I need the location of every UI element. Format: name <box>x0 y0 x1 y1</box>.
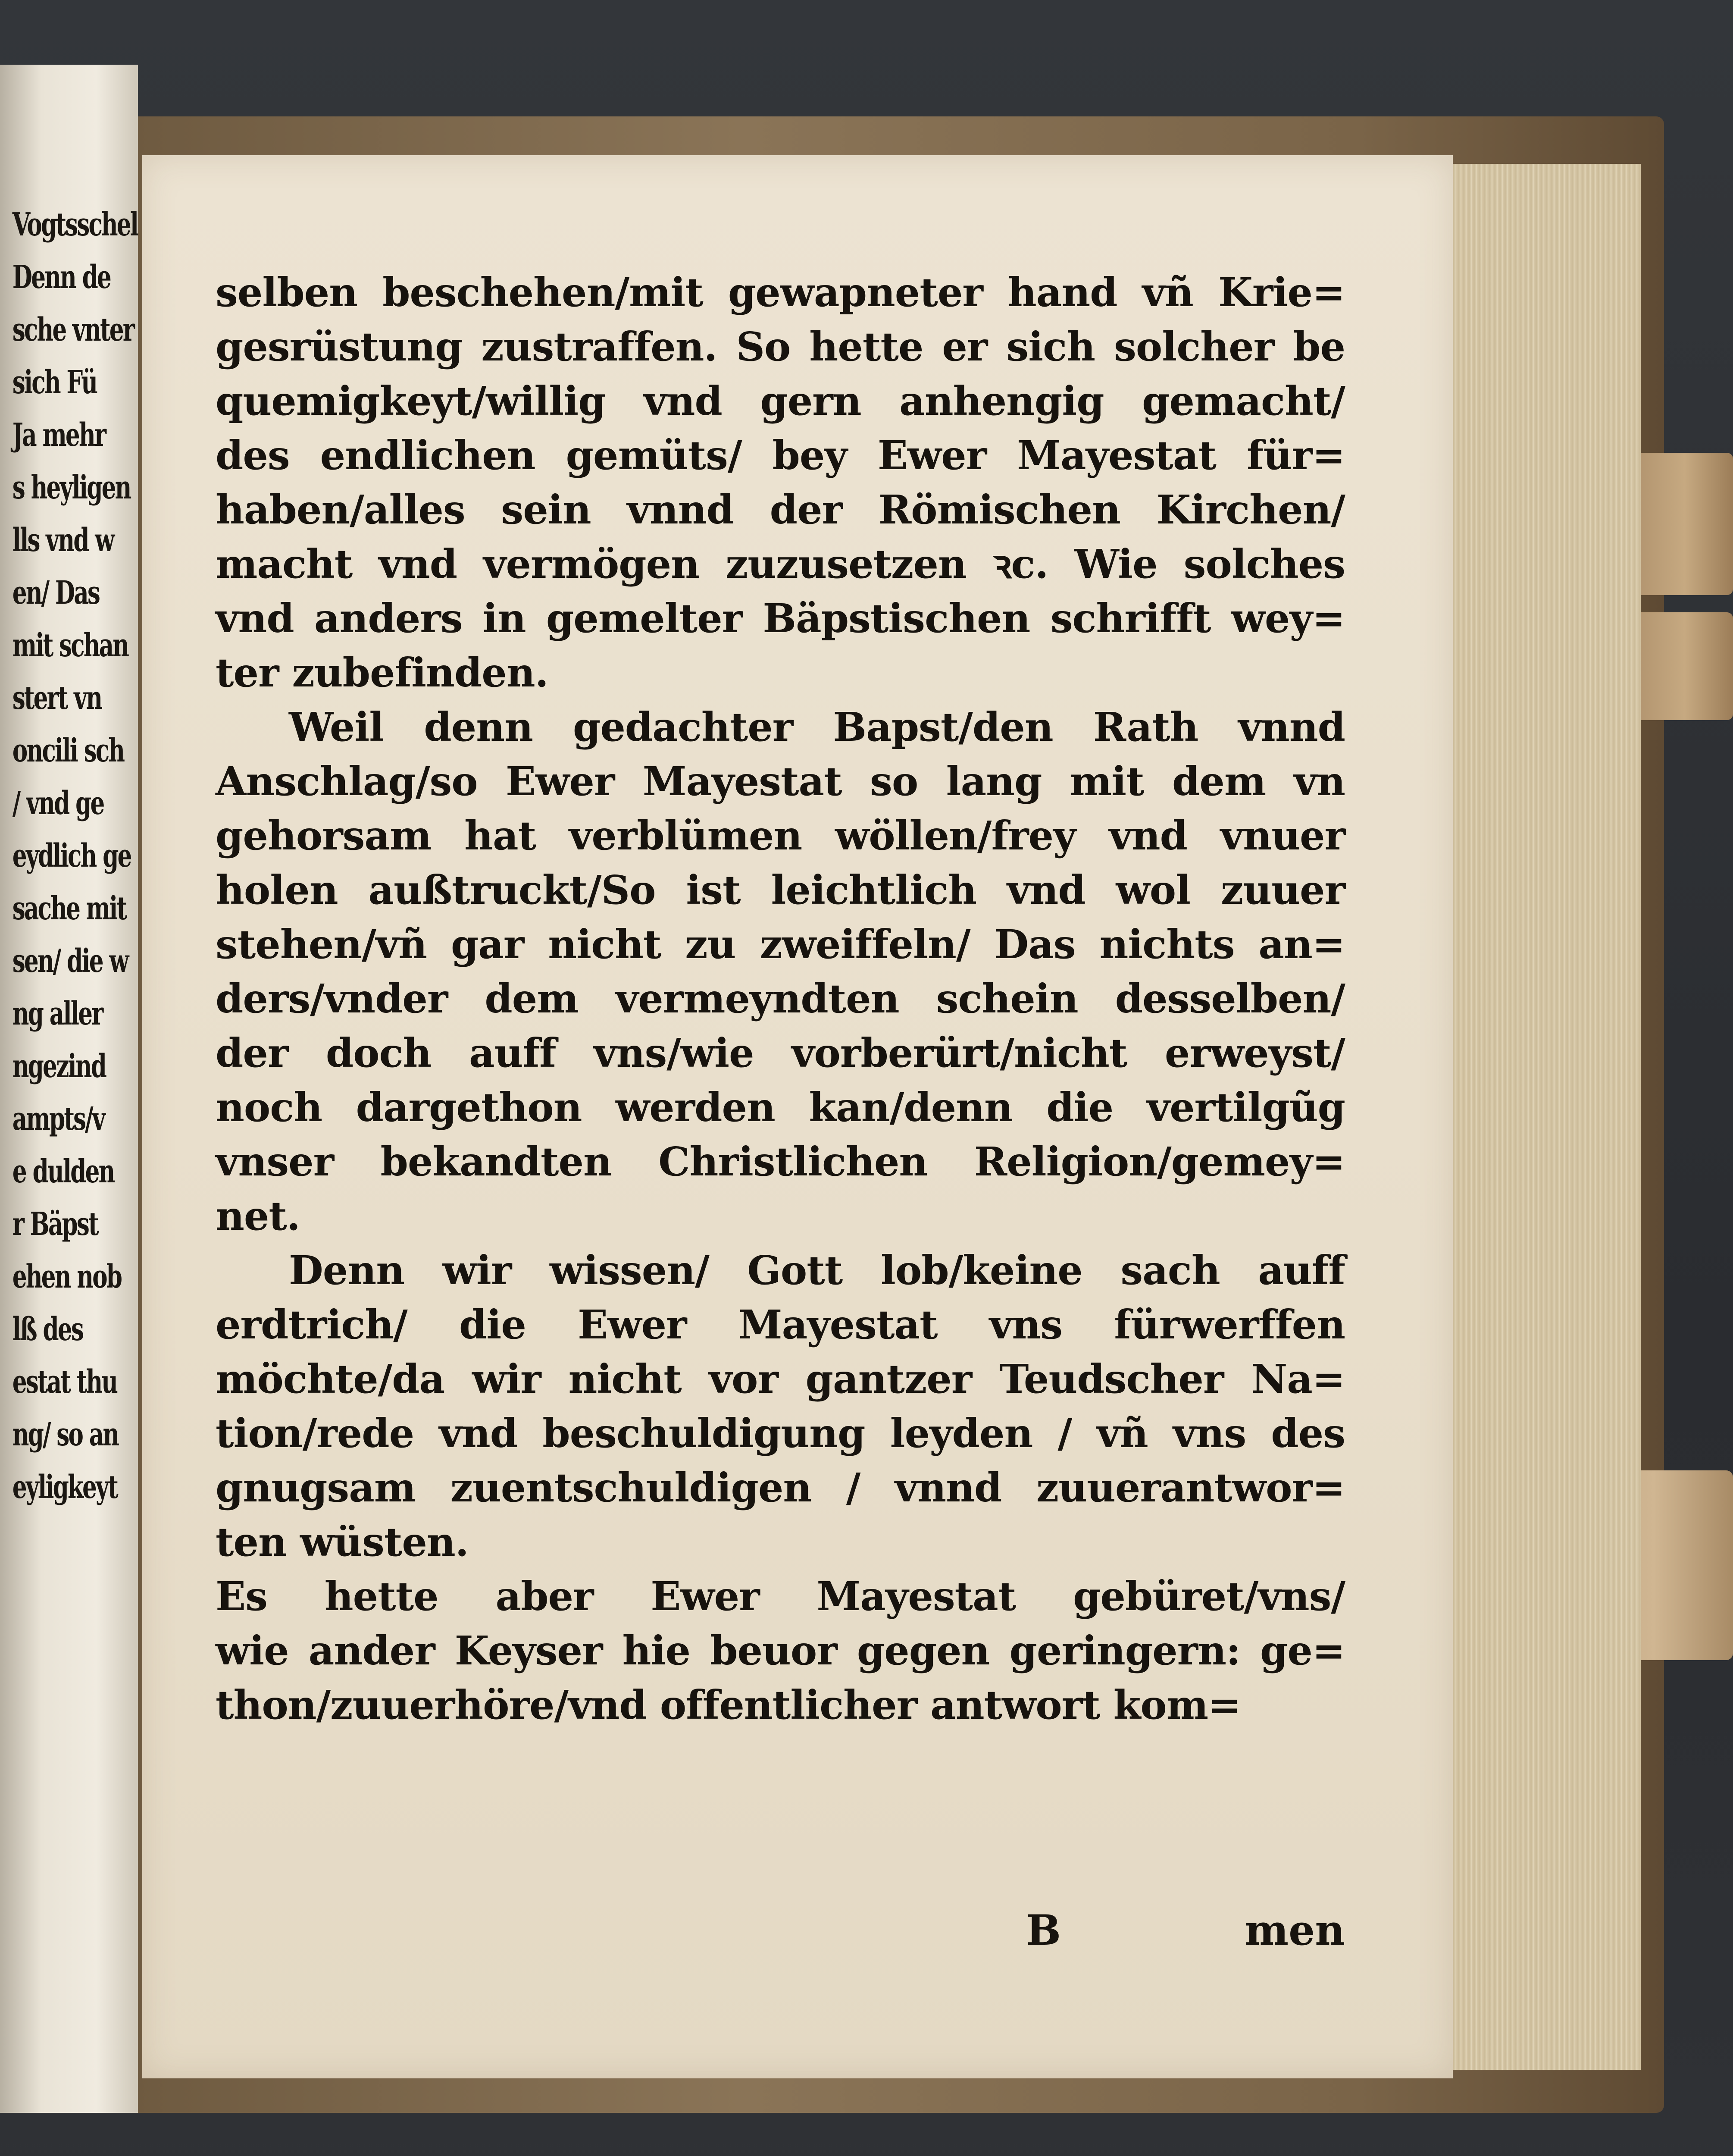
paragraph-2 <box>216 700 1345 1243</box>
text-line: ders/vnder dem vermeyndten schein desselben/ <box>216 975 1345 1022</box>
left-page-line: eydlich ge <box>12 837 131 874</box>
left-page-line: eyligkeyt <box>12 1469 117 1506</box>
text-line: vnser bekandten Christlichen Religion/gemey= <box>216 1138 1345 1185</box>
left-page-line: ng/ so an <box>12 1416 119 1453</box>
left-page-text <box>0 65 138 1514</box>
left-page-line: sen/ die w <box>12 943 128 980</box>
left-page-line: Ja mehr <box>12 417 106 454</box>
left-page-line: ampts/v <box>12 1100 104 1138</box>
left-page-line: Vogtsschel <box>12 206 138 243</box>
text-line: ten wüsten. <box>216 1519 469 1565</box>
left-page-line: oncili sch <box>12 732 124 769</box>
text-line: wie ander Keyser hie beuor gegen geringern: ge= <box>216 1627 1345 1674</box>
page-text-block <box>216 265 1345 1732</box>
text-line: tion/rede vnd beschuldigung leyden / vñ vns des <box>216 1410 1345 1457</box>
text-line: möchte/da wir nicht vor gantzer Teudscher Na= <box>216 1356 1345 1402</box>
text-line: selben beschehen/mit gewapneter hand vñ Krie= <box>216 269 1345 316</box>
left-page-line: e dulden <box>12 1153 114 1190</box>
left-page-line: Denn de <box>12 259 110 296</box>
text-line: vnd anders in gemelter Bäpstischen schrifft wey= <box>216 595 1345 642</box>
left-page-line: sache mit <box>12 890 126 927</box>
text-line: noch dargethon werden kan/denn die vertilgũg <box>216 1084 1345 1131</box>
text-line: erdtrich/ die Ewer Mayestat vns fürwerffen <box>216 1301 1345 1348</box>
text-line: net. <box>216 1193 300 1239</box>
text-line: thon/zuuerhöre/vnd offentlicher antwort kom= <box>216 1682 1241 1728</box>
left-page-line: sche vnter <box>12 311 134 348</box>
text-line: haben/alles sein vnnd der Römischen Kirchen/ <box>216 486 1345 533</box>
paragraph-1 <box>216 265 1345 700</box>
signature-mark: B <box>1026 1906 1061 1955</box>
text-line: holen außtruckt/So ist leichtlich vnd wol zuuer <box>216 867 1345 913</box>
left-page-line: estat thu <box>12 1363 117 1401</box>
left-page-line: mit schan <box>12 627 128 664</box>
text-line: quemigkeyt/willig vnd gern anhengig gemacht/ <box>216 378 1345 424</box>
left-page-line: r Bäpst <box>12 1206 98 1243</box>
paragraph-4 <box>216 1569 1345 1732</box>
text-line: Weil denn gedachter Bapst/den Rath vnnd <box>289 704 1345 750</box>
text-line: Es hette aber Ewer Mayestat gebüret/vns/ <box>216 1573 1345 1620</box>
left-page-line: ngezind <box>12 1048 106 1085</box>
paragraph-3 <box>216 1243 1345 1569</box>
left-page-line: en/ Das <box>12 574 100 611</box>
text-line: macht vnd vermögen zuzusetzen ꝛc. Wie solches <box>216 541 1345 587</box>
left-facing-page <box>0 65 138 2113</box>
page-edges <box>1448 164 1641 2070</box>
text-line: des endlichen gemüts/ bey Ewer Mayestat für= <box>216 432 1345 479</box>
text-line: gehorsam hat verblümen wöllen/frey vnd vnuer <box>216 812 1345 859</box>
text-line: der doch auff vns/wie vorberürt/nicht erweyst/ <box>216 1030 1345 1076</box>
recto-page <box>142 155 1453 2078</box>
text-line: ter zubefinden. <box>216 649 548 696</box>
left-page-line: ehen nob <box>12 1258 122 1295</box>
left-page-line: lls vnd w <box>12 522 114 559</box>
text-line: stehen/vñ gar nicht zu zweiffeln/ Das nichts an= <box>216 921 1345 968</box>
text-line: Anschlag/so Ewer Mayestat so lang mit dem vn <box>216 758 1345 805</box>
left-page-line: s heyligen <box>12 469 131 506</box>
left-page-line: ng aller <box>12 995 103 1032</box>
text-line: gnugsam zuentschuldigen / vnnd zuuerantwor= <box>216 1464 1345 1511</box>
page-footer <box>216 1906 1345 1962</box>
left-page-line: sich Fü <box>12 364 97 401</box>
text-line: Denn wir wissen/ Gott lob/keine sach auff <box>289 1247 1345 1294</box>
left-page-line: lß des <box>12 1311 83 1348</box>
catchword: men <box>1245 1906 1345 1955</box>
left-page-line: stert vn <box>12 680 102 717</box>
left-page-line: / vnd ge <box>12 785 104 822</box>
text-line: gesrüstung zustraffen. So hette er sich solcher be <box>216 323 1345 370</box>
